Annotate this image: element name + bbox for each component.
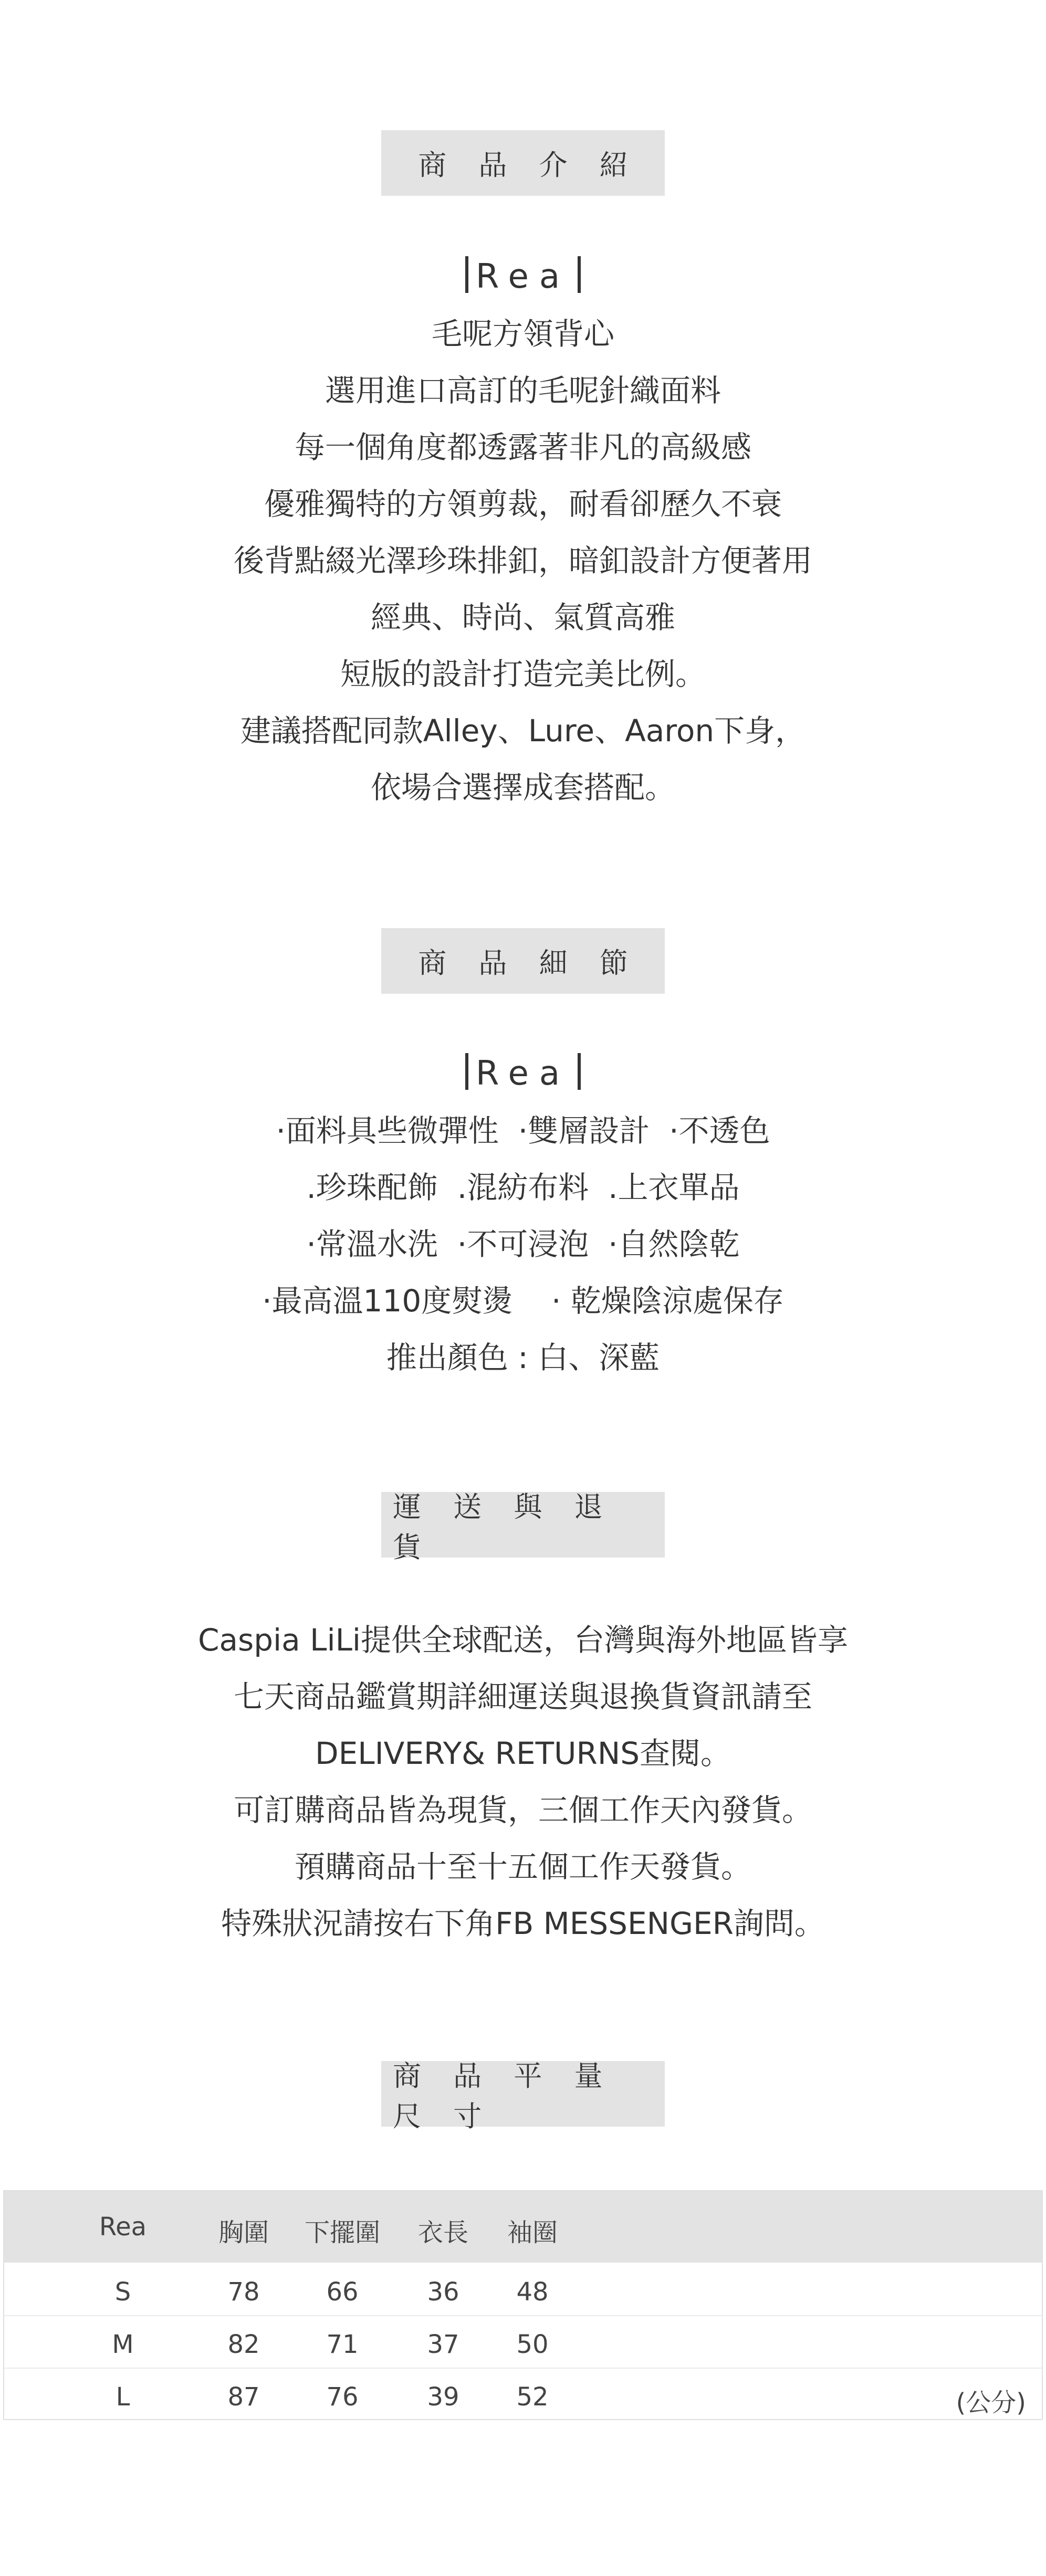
size-cell: 37 <box>427 2330 459 2359</box>
intro-line: 每一個角度都透露著非凡的高級感 <box>294 429 751 465</box>
brand-label: Rea <box>0 248 1046 306</box>
intro-line: 後背點綴光澤珍珠排釦，暗釦設計方便著用 <box>233 543 812 579</box>
product-detail-block <box>0 1045 1046 1386</box>
section-heading-product-intro: 商 品 介 紹 <box>381 130 665 196</box>
size-cell: L <box>116 2382 130 2412</box>
shipping-line: 可訂購商品皆為現貨，三個工作天內發貨。 <box>233 1792 812 1828</box>
size-cell: 36 <box>427 2277 459 2307</box>
shipping-line: 特殊狀況請按右下角FB MESSENGER詢問。 <box>221 1906 825 1941</box>
shipping-line: 七天商品鑑賞期詳細運送與退換貨資訊請至 <box>233 1679 812 1715</box>
size-cell: S <box>114 2277 131 2307</box>
shipping-line: DELIVERY& RETURNS查閱。 <box>315 1736 731 1771</box>
intro-line: 選用進口高訂的毛呢針織面料 <box>325 373 721 408</box>
size-cell: 78 <box>227 2277 260 2307</box>
header-cell: 衣長 <box>417 2218 469 2247</box>
intro-line: 優雅獨特的方領剪裁，耐看卻歷久不衰 <box>264 486 782 522</box>
size-cell: 76 <box>326 2382 359 2412</box>
intro-line: 經典、時尚、氣質高雅 <box>370 600 675 635</box>
size-table <box>3 2190 1043 2420</box>
section-heading-product-detail: 商 品 細 節 <box>381 928 665 994</box>
intro-line: 建議搭配同款Alley、Lure、Aaron下身， <box>240 713 806 749</box>
size-cell: 87 <box>227 2382 260 2412</box>
brand-bar-left <box>465 1053 468 1090</box>
intro-line: 短版的設計打造完美比例。 <box>340 656 706 692</box>
intro-line: 毛呢方領背心 <box>431 316 614 352</box>
brand-bar-right <box>578 1053 581 1090</box>
size-cell: 39 <box>427 2382 459 2412</box>
row-divider <box>4 2315 1042 2316</box>
detail-line: .珍珠配飾 .混紡布料 .上衣單品 <box>306 1170 740 1205</box>
size-table-header <box>4 2191 1042 2263</box>
unit-label: (公分) <box>956 2388 1026 2417</box>
brand-label: Rea <box>0 1045 1046 1102</box>
shipping-block <box>0 1612 1046 1952</box>
size-cell: 66 <box>326 2277 359 2307</box>
size-cell: 52 <box>516 2382 549 2412</box>
header-cell: Rea <box>99 2212 147 2242</box>
product-intro-block <box>0 248 1046 816</box>
section-heading-size-chart: 商 品 平 量 尺 寸 <box>381 2061 665 2127</box>
detail-line: ·面料具些微彈性 ·雙層設計 ·不透色 <box>276 1113 770 1149</box>
brand-bar-right <box>578 256 581 293</box>
size-cell: 82 <box>227 2330 260 2359</box>
size-cell: 71 <box>326 2330 359 2359</box>
section-heading-shipping: 運 送 與 退 貨 <box>381 1492 665 1558</box>
size-cell: 48 <box>516 2277 549 2307</box>
header-cell: 下擺圍 <box>304 2218 381 2247</box>
shipping-line: Caspia LiLi提供全球配送，台灣與海外地區皆享 <box>197 1622 849 1658</box>
header-cell: 袖圈 <box>507 2218 558 2247</box>
detail-line: ·最高溫110度熨燙 · 乾燥陰涼處保存 <box>262 1283 784 1319</box>
intro-line: 依場合選擇成套搭配。 <box>370 770 675 805</box>
detail-line: ·常溫水洗 ·不可浸泡 ·自然陰乾 <box>306 1226 740 1262</box>
size-cell: M <box>112 2330 134 2359</box>
row-divider <box>4 2368 1042 2369</box>
header-cell: 胸圍 <box>218 2218 269 2247</box>
size-cell: 50 <box>516 2330 549 2359</box>
brand-bar-left <box>465 256 468 293</box>
shipping-line: 預購商品十至十五個工作天發貨。 <box>294 1849 751 1885</box>
detail-line: 推出顏色 : 白、深藍 <box>386 1340 660 1375</box>
